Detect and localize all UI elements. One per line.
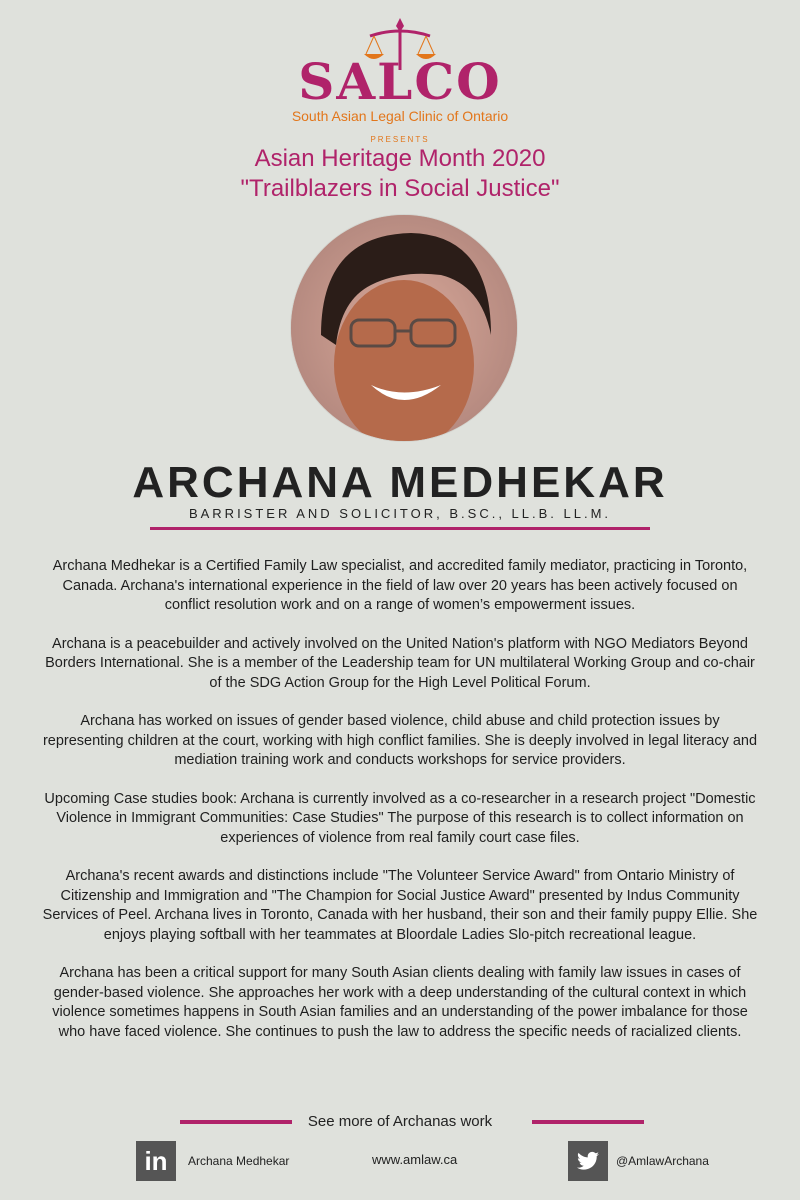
bio-paragraph: Archana's recent awards and distinctions include "The Volunteer Service Award" from Ontario Ministry of Citizenship and Immigration and "The Champion for Social Justice Award" presented by Indus Community Services of Peel. Archana lives in Toronto, Canada with her husband, their son and their family puppy Ellie. She enjoys playing softball with her teammates at Bloordale Ladies Slo-pitch recreational league.	[42, 868, 758, 943]
event-title-line2: "Trailblazers in Social Justice"	[240, 175, 560, 202]
twitter-handle[interactable]: @AmlawArchana	[616, 1154, 709, 1168]
bio-paragraph: Upcoming Case studies book: Archana is currently involved as a co-researcher in a research project "Domestic Violence in Immigrant Communities: Case Studies" The purpose of this research is to collect information on experiences of violence from real family court case files.	[44, 790, 756, 846]
person-credentials: BARRISTER AND SOLICITOR, B.SC., LL.B. LL.M.	[188, 506, 612, 521]
biography	[40, 557, 760, 1061]
portrait-illustration	[291, 215, 517, 441]
linkedin-icon[interactable]: in	[136, 1141, 176, 1181]
twitter-icon[interactable]	[568, 1141, 608, 1181]
twitter-bird-glyph	[568, 1141, 608, 1181]
bio-paragraph: Archana has worked on issues of gender based violence, child abuse and child protection issues by representing children at the court, working with high conflict families. She is deeply involved in legal literacy and mediation training work and conducts workshops for service providers.	[42, 713, 758, 768]
bio-paragraph: Archana is a peacebuilder and actively involved on the United Nation's platform with NGO Mediators Beyond Borders International. She is a member of the Leadership team for UN multilateral Working Group and co-chair of the SDG Action Group for the High Level Political Forum.	[45, 635, 755, 691]
website-link[interactable]: www.amlaw.ca	[372, 1152, 458, 1167]
profile-photo	[291, 215, 517, 441]
footer-divider-right	[532, 1120, 644, 1124]
presents-label: PRESENTS	[370, 135, 430, 144]
logo-wordmark: SALCO	[298, 52, 502, 111]
bio-paragraph: Archana Medhekar is a Certified Family Law specialist, and accredited family mediator, practicing in Toronto, Canada. Archana's international experience in the field of law over 20 years has been actively focused on conflict resolution work and on a range of women’s empowerment issues.	[52, 558, 748, 613]
event-title-line1: Asian Heritage Month 2020	[254, 145, 546, 172]
footer-title: See more of Archanas work	[307, 1113, 493, 1130]
credentials-divider	[150, 527, 650, 530]
person-name: ARCHANA MEDHEKAR	[132, 458, 668, 507]
event-title	[0, 144, 800, 204]
bio-paragraph: Archana has been a critical support for many South Asian clients dealing with family law issues in cases of gender-based violence. She approaches her work with a deep understanding of the cultural context in which violence sometimes happens in South Asian families and an understanding of the power imbalance for those who have faced violence. She continues to push the law to address the specific needs of racialized clients.	[52, 965, 748, 1040]
linkedin-label[interactable]: Archana Medhekar	[188, 1154, 290, 1168]
org-name: South Asian Legal Clinic of Ontario	[291, 108, 509, 124]
